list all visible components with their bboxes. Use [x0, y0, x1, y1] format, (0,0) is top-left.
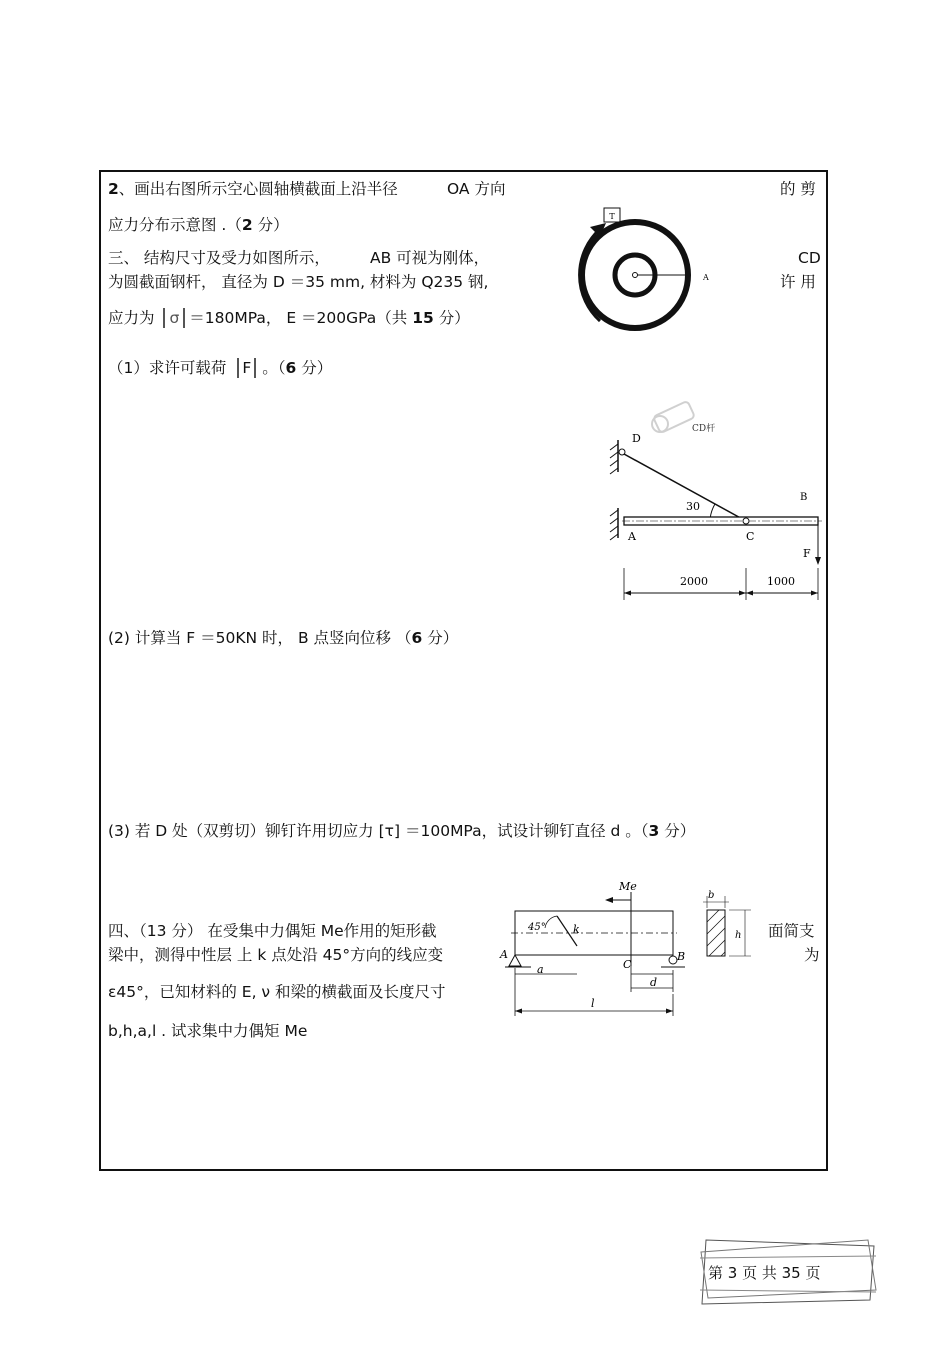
- q2-line1: 2、画出右图所示空心圆轴横截面上沿半径: [108, 180, 398, 198]
- q3-part2: (2) 计算当 F ＝50KN 时， B 点竖向位移 （6 分）: [108, 629, 459, 647]
- dim-2000: 2000: [680, 575, 708, 588]
- q3-cd: CD: [798, 249, 821, 267]
- angle-45-label: 45°: [528, 922, 546, 933]
- couple-arrow-icon: [605, 897, 613, 903]
- dim-h-label: h: [735, 930, 742, 941]
- q4-line4: b,h,a,l . 试求集中力偶矩 Me: [108, 1022, 308, 1040]
- sigma-bracket: σ: [163, 308, 185, 328]
- hollow-shaft-figure: [560, 205, 710, 335]
- point-k-label: k: [573, 923, 580, 936]
- point-a-label: A: [703, 273, 709, 282]
- q4-right2: 为: [804, 946, 820, 964]
- q3-line3: 应力为 σ ＝180MPa， E ＝200GPa（共 15 分）: [108, 309, 470, 327]
- dim-d-label: d: [650, 976, 658, 989]
- support-a-label: A: [500, 948, 508, 961]
- point-a-label: A: [628, 530, 636, 543]
- q3-ab: AB 可视为刚体，: [370, 249, 490, 267]
- point-d-label: D: [632, 432, 641, 445]
- torque-label: T: [609, 212, 615, 221]
- q4-right1: 面简支: [768, 922, 815, 940]
- q4-line1: 四、（13 分） 在受集中力偶矩 Me作用的矩形截: [108, 922, 437, 940]
- dim-l-label: l: [591, 997, 595, 1010]
- point-b-label: B: [800, 492, 808, 503]
- cd-rod-label: CD杆: [692, 424, 716, 434]
- q3-part1: （1）求许可载荷 F 。（6 分）: [108, 359, 333, 377]
- cd-rod-icon: [652, 401, 695, 433]
- me-label: Me: [619, 880, 637, 893]
- q3-part3: (3) 若 D 处（双剪切）铆钉许用切应力 [τ] ＝100MPa，试设计铆钉直径 d 。（3 分）: [108, 822, 696, 840]
- dim-a-label: a: [537, 963, 544, 976]
- truss-figure: [600, 400, 830, 610]
- q2-oa: OA 方向: [447, 180, 506, 198]
- dim-1000: 1000: [767, 575, 795, 588]
- beam-figure: [495, 878, 742, 1018]
- dim-b-label: b: [708, 890, 715, 901]
- page-number: 第 3 页 共 35 页: [708, 1264, 821, 1282]
- angle-label: 30: [686, 500, 700, 513]
- q3-intro: 三、 结构尺寸及受力如图所示，: [108, 249, 330, 267]
- point-c-label: C: [746, 530, 755, 543]
- force-arrow-icon: [815, 557, 821, 565]
- point-c-label: C: [623, 958, 632, 971]
- q4-line2: 梁中，测得中性层 上 k 点处沿 45°方向的线应变: [108, 946, 444, 964]
- q3-xuyong: 许 用: [780, 273, 816, 291]
- q4-line3: ε45°，已知材料的 E, ν 和梁的横截面及长度尺寸: [108, 983, 446, 1001]
- q2-de-jian: 的 剪: [780, 180, 816, 198]
- q3-line2: 为圆截面钢杆， 直径为 D ＝35 mm, 材料为 Q235 钢,: [108, 273, 489, 291]
- support-b-label: B: [677, 950, 686, 963]
- q2-line2: 应力分布示意图 .（2 分）: [108, 216, 289, 234]
- force-f-label: F: [803, 547, 811, 560]
